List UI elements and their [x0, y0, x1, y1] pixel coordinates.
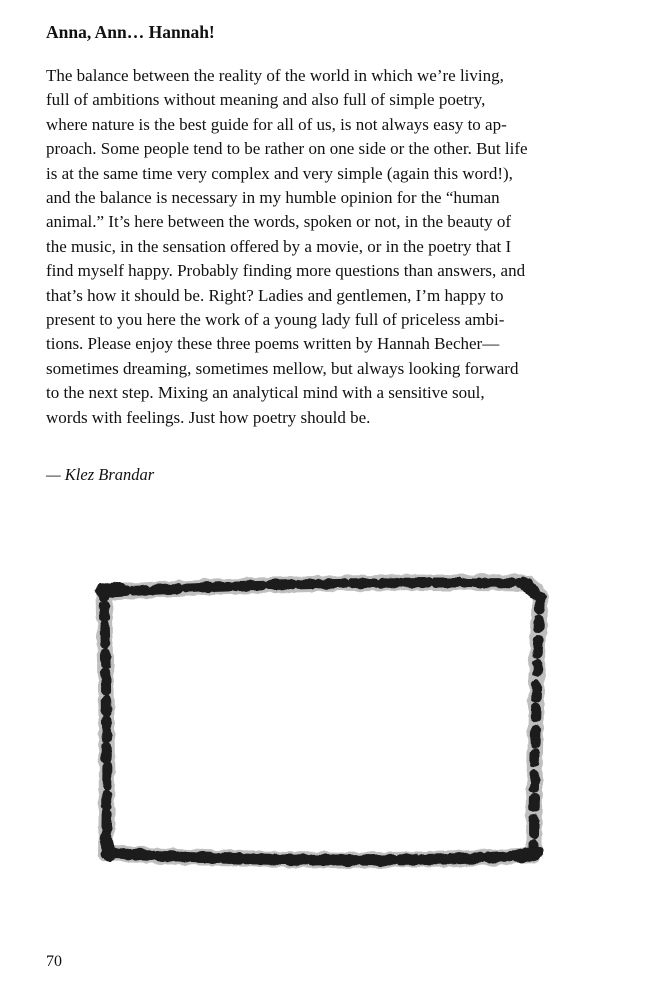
frame-shadow-stroke [104, 582, 540, 860]
frame-left-stroke [104, 593, 107, 853]
paragraph-line: is at the same time very complex and very simple (again this word!), [46, 163, 513, 183]
paragraph-line: the music, in the sensation offered by a movie, or in the poetry that I [46, 236, 512, 256]
paragraph-line: words with feelings. Just how poetry should be. [46, 407, 371, 427]
frame-corner-blot [106, 837, 110, 855]
paragraph-line: sometimes dreaming, sometimes mellow, but always looking forward [46, 358, 519, 378]
author-signature: — Klez Brandar [46, 465, 155, 484]
paragraph-line: to the next step. Mixing an analytical mind with a sensitive soul, [46, 383, 485, 403]
paragraph-line: animal.” It’s here between the words, spoken or not, in the beauty of [46, 212, 512, 232]
paragraph-line: The balance between the reality of the world in which we’re living, [46, 66, 504, 85]
frame-corner-blot [518, 853, 536, 857]
hand-drawn-frame-icon [88, 565, 558, 880]
paragraph-line: where nature is the best guide for all of us, is not always easy to ap- [46, 114, 507, 134]
paragraph-line: and the balance is necessary in my humble opinion for the “human [46, 188, 500, 208]
paragraph-line: that’s how it should be. Right? Ladies and gentlemen, I’m happy to [46, 285, 504, 305]
paragraph-line: full of ambitions without meaning and also full of simple poetry, [46, 90, 486, 110]
paragraph-line: proach. Some people tend to be rather on one side or the other. But life [46, 139, 528, 159]
section-title: Anna, Ann… Hannah! [46, 22, 215, 42]
frame-ink [102, 582, 540, 860]
paragraph-line: tions. Please enjoy these three poems written by Hannah Becher— [46, 334, 500, 354]
body-paragraph [46, 64, 528, 430]
frame-corner-blot [102, 589, 118, 591]
paragraph-line: present to you here the work of a young lady full of priceless ambi- [46, 310, 505, 330]
page-number: 70 [46, 953, 62, 970]
paragraph-line: find myself happy. Probably finding more questions than answers, and [46, 261, 526, 281]
